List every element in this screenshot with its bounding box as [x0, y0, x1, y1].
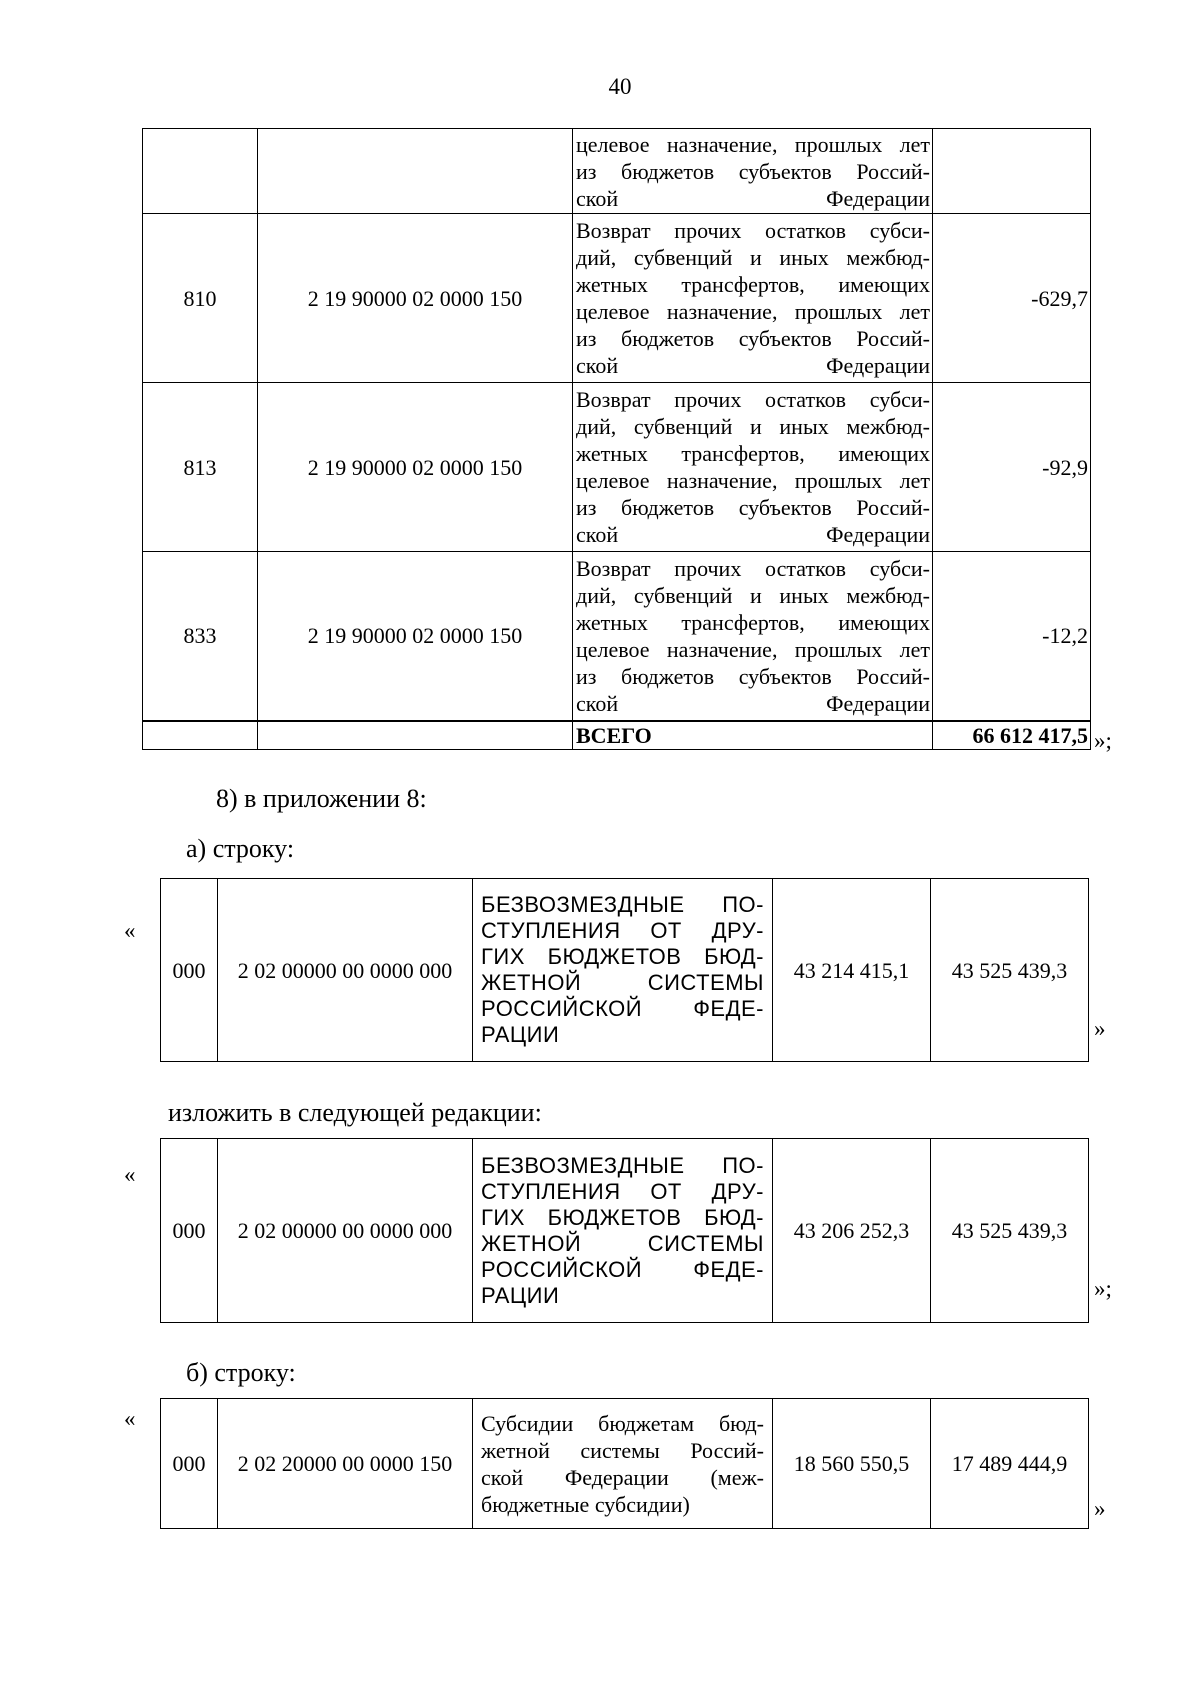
kbk-cell: 2 19 90000 02 0000 150 [258, 214, 573, 383]
name-line: бюджетные субсидии) [481, 1491, 690, 1517]
budget-table-3 [160, 1138, 1089, 1323]
opening-quote: « [124, 1162, 136, 1187]
name-line: из бюджетов субъектов Россий- [576, 326, 930, 351]
code-cell: 833 [143, 552, 258, 721]
name-line: из бюджетов субъектов Россий- [576, 158, 930, 184]
amount-cell [933, 129, 1091, 214]
amount-cell: -92,9 [933, 383, 1091, 552]
amount-cell: 43 525 439,3 [931, 1139, 1089, 1323]
name-line: Возврат прочих остатков субси- [576, 218, 930, 243]
name-line: ГИХ БЮДЖЕТОВ БЮД- [481, 1204, 764, 1230]
amount-cell: -629,7 [933, 214, 1091, 383]
closing-quote: » [1094, 1496, 1106, 1521]
name-line: ской Федерации [576, 185, 930, 211]
name-line: РОССИЙСКОЙ ФЕДЕ- [481, 1256, 764, 1282]
name-line: ЖЕТНОЙ СИСТЕМЫ [481, 1230, 764, 1256]
table-row [143, 129, 1091, 214]
name-line: ской Федерации [576, 690, 930, 716]
code-cell: 000 [161, 1139, 218, 1323]
code-cell: 000 [161, 1399, 218, 1529]
kbk-cell: 2 02 20000 00 0000 150 [218, 1399, 473, 1529]
amount-cell: 17 489 444,9 [931, 1399, 1089, 1529]
budget-table-1 [142, 128, 1091, 750]
table-row [161, 1139, 1089, 1323]
closing-quote: » [1094, 1016, 1106, 1041]
name-cell [573, 129, 933, 214]
name-line: из бюджетов субъектов Россий- [576, 495, 930, 520]
name-line: СТУПЛЕНИЯ ОТ ДРУ- [481, 918, 764, 943]
name-line: БЕЗВОЗМЕЗДНЫЕ ПО- [481, 1152, 764, 1178]
closing-quote: »; [1094, 728, 1112, 753]
name-line: целевое назначение, прошлых лет [576, 468, 930, 493]
name-cell [473, 879, 773, 1062]
amount-cell: 43 525 439,3 [931, 879, 1089, 1062]
table-row [161, 1399, 1089, 1529]
name-line: ской Федерации [576, 522, 930, 547]
table-row [161, 879, 1089, 1062]
closing-quote: »; [1094, 1276, 1112, 1301]
name-line: ской Федерации (меж- [481, 1464, 764, 1490]
name-line: ской Федерации [576, 353, 930, 378]
name-line: жетных трансфертов, имеющих [576, 441, 930, 466]
budget-table-2 [160, 878, 1089, 1062]
page-number: 40 [608, 74, 632, 99]
paragraph-a: а) строку: [186, 834, 295, 863]
paragraph-edit: изложить в следующей редакции: [168, 1098, 542, 1127]
total-label: ВСЕГО [573, 721, 933, 750]
paragraph-b: б) строку: [186, 1358, 296, 1387]
table-row [143, 214, 1091, 383]
name-line: жетной системы Россий- [481, 1437, 764, 1463]
opening-quote: « [124, 918, 136, 943]
amount-cell: 43 206 252,3 [773, 1139, 931, 1323]
amount-cell: 43 214 415,1 [773, 879, 931, 1062]
name-line: РОССИЙСКОЙ ФЕДЕ- [481, 996, 764, 1021]
name-line: дий, субвенций и иных межбюд- [576, 245, 930, 270]
name-line: БЕЗВОЗМЕЗДНЫЕ ПО- [481, 892, 764, 917]
name-line: целевое назначение, прошлых лет [576, 636, 930, 662]
total-code-cell [143, 721, 258, 750]
name-line: целевое назначение, прошлых лет [576, 299, 930, 324]
name-line: дий, субвенций и иных межбюд- [576, 414, 930, 439]
name-line: СТУПЛЕНИЯ ОТ ДРУ- [481, 1178, 764, 1204]
total-kbk-cell [258, 721, 573, 750]
name-line: дий, субвенций и иных межбюд- [576, 582, 930, 608]
table-row [143, 552, 1091, 721]
name-line: РАЦИИ [481, 1282, 560, 1308]
kbk-cell: 2 19 90000 02 0000 150 [258, 552, 573, 721]
name-line: РАЦИИ [481, 1022, 560, 1047]
kbk-cell: 2 02 00000 00 0000 000 [218, 879, 473, 1062]
kbk-cell: 2 02 00000 00 0000 000 [218, 1139, 473, 1323]
name-cell [573, 383, 933, 552]
name-line: ЖЕТНОЙ СИСТЕМЫ [481, 970, 764, 995]
name-line: Возврат прочих остатков субси- [576, 555, 930, 581]
name-line: Возврат прочих остатков субси- [576, 387, 930, 412]
code-cell: 813 [143, 383, 258, 552]
name-line: целевое назначение, прошлых лет [576, 131, 930, 157]
table-row [143, 383, 1091, 552]
amount-cell: 18 560 550,5 [773, 1399, 931, 1529]
name-line: жетных трансфертов, имеющих [576, 609, 930, 635]
name-cell [573, 552, 933, 721]
name-cell [473, 1399, 773, 1529]
opening-quote: « [124, 1406, 136, 1431]
name-line: из бюджетов субъектов Россий- [576, 663, 930, 689]
total-row [143, 721, 1091, 750]
kbk-cell [258, 129, 573, 214]
budget-table-4 [160, 1398, 1089, 1529]
name-line: Субсидии бюджетам бюд- [481, 1410, 764, 1436]
paragraph-8: 8) в приложении 8: [216, 784, 427, 813]
name-cell [473, 1139, 773, 1323]
total-amount: 66 612 417,5 [933, 721, 1091, 750]
name-cell [573, 214, 933, 383]
kbk-cell: 2 19 90000 02 0000 150 [258, 383, 573, 552]
name-line: жетных трансфертов, имеющих [576, 272, 930, 297]
code-cell: 000 [161, 879, 218, 1062]
name-line: ГИХ БЮДЖЕТОВ БЮД- [481, 944, 764, 969]
code-cell [143, 129, 258, 214]
code-cell: 810 [143, 214, 258, 383]
amount-cell: -12,2 [933, 552, 1091, 721]
